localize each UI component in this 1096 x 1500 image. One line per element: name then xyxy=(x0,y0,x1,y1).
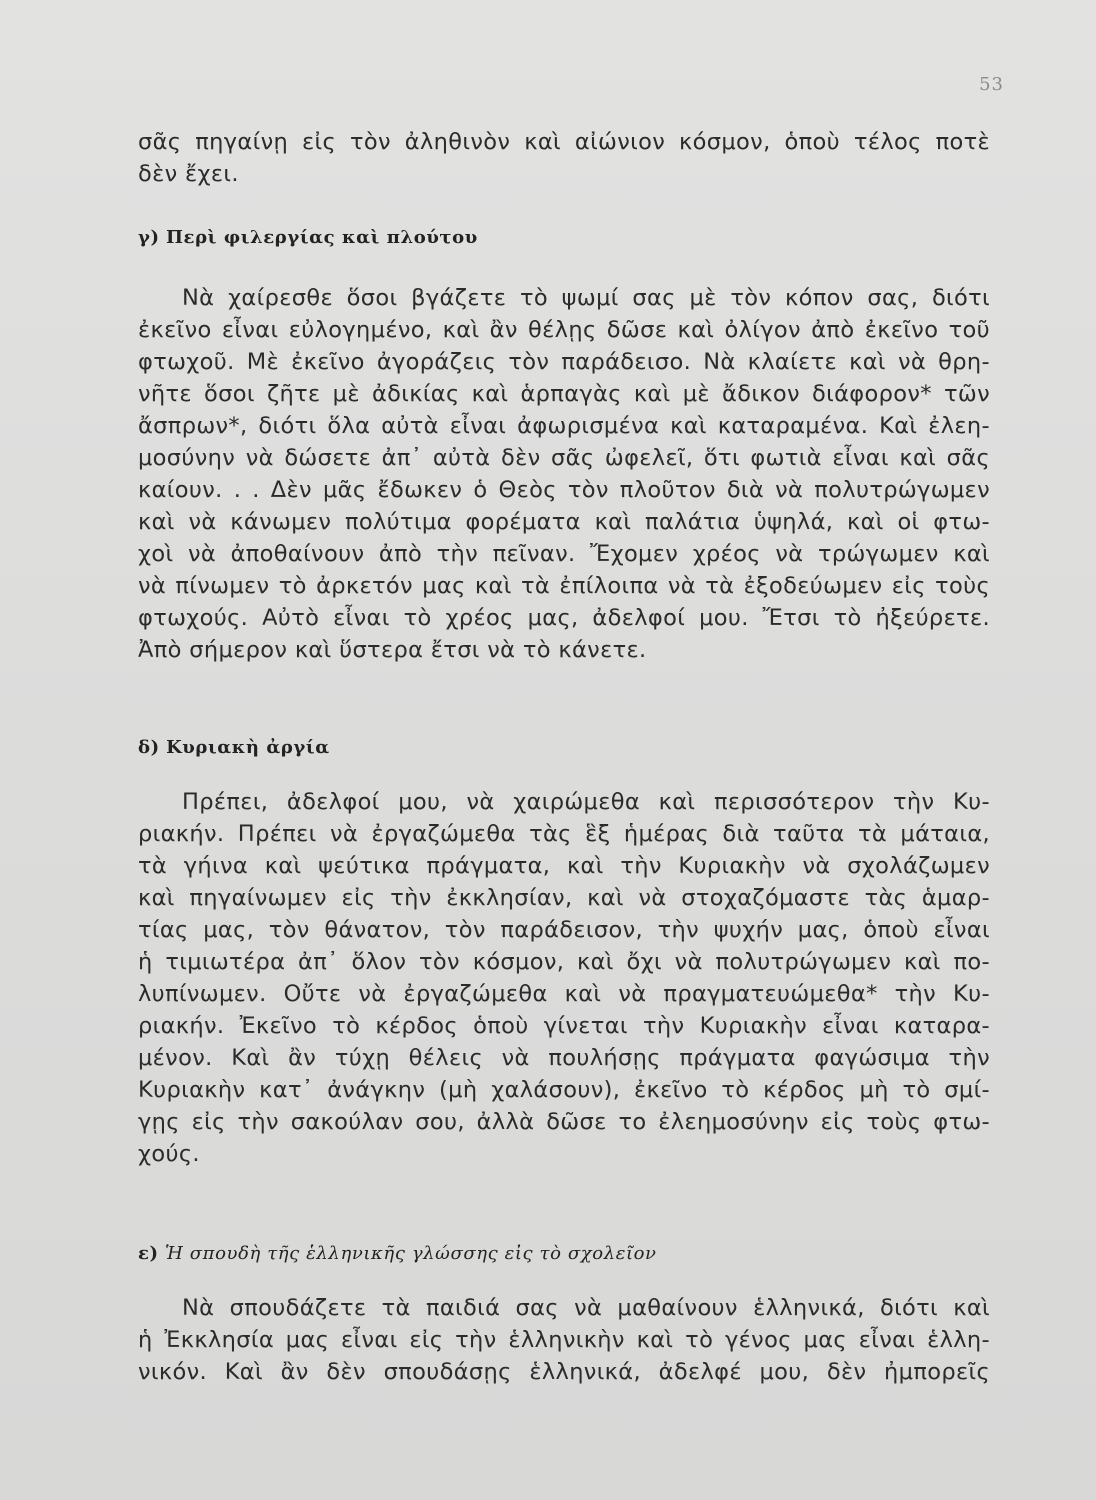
section-heading-philergia xyxy=(138,226,478,250)
text-line: τίας μας, τὸν θάνατον, τὸν παράδεισον, τὴν ψυχήν μας, ὁποὺ εἶναι xyxy=(138,917,990,943)
section-label: ε) xyxy=(138,1243,159,1264)
section-heading-sunday-rest xyxy=(138,736,330,760)
text-line: ἄσπρων*, διότι ὅλα αὐτὰ εἶναι ἀφωρισμένα καὶ καταραμένα. Καὶ ἐλεη- xyxy=(138,413,990,439)
text-line: ἐκεῖνο εἶναι εὐλογημένο, καὶ ἂν θέλῃς δῶσε καὶ ὀλίγον ἀπὸ ἐκεῖνο τοῦ xyxy=(138,317,990,343)
text-line: χοὶ νὰ ἀποθαίνουν ἀπὸ τὴν πεῖναν. Ἔχομεν χρέος νὰ τρώγωμεν καὶ xyxy=(138,541,990,567)
text-line: ἡ Ἐκκλησία μας εἶναι εἰς τὴν ἑλληνικὴν καὶ τὸ γένος μας εἶναι ἑλλη- xyxy=(138,1327,990,1353)
text-line: δὲν ἔχει. xyxy=(138,161,239,187)
text-line: ἡ τιμιωτέρα ἀπ᾿ ὅλον τὸν κόσμον, καὶ ὄχι νὰ πολυτρώγωμεν καὶ πο- xyxy=(138,949,990,975)
text-line: Νὰ σπουδάζετε τὰ παιδιά σας νὰ μαθαίνουν ἑλληνικά, διότι καὶ xyxy=(182,1295,990,1321)
text-line: Κυριακὴν κατ᾿ ἀνάγκην (μὴ χαλάσουν), ἐκεῖνο τὸ κέρδος μὴ τὸ σμί- xyxy=(138,1077,990,1103)
section-title: Κυριακὴ ἀργία xyxy=(166,737,330,758)
text-line: σᾶς πηγαίνῃ εἰς τὸν ἀληθινὸν καὶ αἰώνιον κόσμον, ὁποὺ τέλος ποτὲ xyxy=(138,129,990,155)
text-line: τὰ γήινα καὶ ψεύτικα πράγματα, καὶ τὴν Κυριακὴν νὰ σχολάζωμεν xyxy=(138,853,990,879)
section-paragraph-greek-language xyxy=(138,1292,990,1388)
text-line: Νὰ χαίρεσθε ὅσοι βγάζετε τὸ ψωμί σας μὲ τὸν κόπον σας, διότι xyxy=(182,285,990,311)
text-line: Ἀπὸ σήμερον καὶ ὕστερα ἔτσι νὰ τὸ κάνετε. xyxy=(138,637,647,663)
text-line: λυπίνωμεν. Οὔτε νὰ ἐργαζώμεθα καὶ νὰ πραγματευώμεθα* τὴν Κυ- xyxy=(138,981,990,1007)
section-paragraph-philergia xyxy=(138,282,990,666)
text-line: χούς. xyxy=(138,1141,200,1167)
text-line: καὶ νὰ κάνωμεν πολύτιμα φορέματα καὶ παλάτια ὑψηλά, καὶ οἱ φτω- xyxy=(138,509,990,535)
section-title: Περὶ φιλεργίας καὶ πλούτου xyxy=(165,227,478,248)
section-heading-greek-language xyxy=(138,1242,657,1266)
text-line: νὰ πίνωμεν τὸ ἀρκετόν μας καὶ τὰ ἐπίλοιπα νὰ τὰ ἐξοδεύωμεν εἰς τοὺς xyxy=(138,573,990,599)
text-line: νῆτε ὅσοι ζῆτε μὲ ἀδικίας καὶ ἁρπαγὰς καὶ μὲ ἄδικον διάφορον* τῶν xyxy=(138,381,990,407)
text-line: καὶ πηγαίνωμεν εἰς τὴν ἐκκλησίαν, καὶ νὰ στοχαζόμαστε τὰς ἁμαρ- xyxy=(138,885,990,911)
text-line: φτωχοῦ. Μὲ ἐκεῖνο ἀγοράζεις τὸν παράδεισο. Νὰ κλαίετε καὶ νὰ θρη- xyxy=(138,349,990,375)
text-line: Πρέπει, ἀδελφοί μου, νὰ χαιρώμεθα καὶ περισσότερον τὴν Κυ- xyxy=(182,789,990,815)
text-line: φτωχούς. Αὐτὸ εἶναι τὸ χρέος μας, ἀδελφοί μου. Ἔτσι τὸ ἠξεύρετε. xyxy=(138,605,990,631)
section-paragraph-sunday-rest xyxy=(138,786,990,1170)
section-label: δ) xyxy=(138,737,160,758)
intro-paragraph xyxy=(138,126,990,190)
text-line: μένον. Καὶ ἂν τύχῃ θέλεις νὰ πουλήσῃς πράγματα φαγώσιμα τὴν xyxy=(138,1045,990,1071)
text-line: μοσύνην νὰ δώσετε ἀπ᾿ αὐτὰ δὲν σᾶς ὠφελεῖ, ὅτι φωτιὰ εἶναι καὶ σᾶς xyxy=(138,445,990,471)
page-number: 53 xyxy=(979,74,1004,95)
section-label: γ) xyxy=(138,227,160,248)
text-line: γῃς εἰς τὴν σακούλαν σου, ἀλλὰ δῶσε το ἐλεημοσύνην εἰς τοὺς φτω- xyxy=(138,1109,990,1135)
section-title: Ἡ σπουδὴ τῆς ἑλληνικῆς γλώσσης εἰς τὸ σχολεῖον xyxy=(165,1243,657,1264)
text-line: νικόν. Καὶ ἂν δὲν σπουδάσῃς ἑλληνικά, ἀδελφέ μου, δὲν ἠμπορεῖς xyxy=(138,1359,990,1385)
text-line: καίουν. . . Δὲν μᾶς ἔδωκεν ὁ Θεὸς τὸν πλοῦτον διὰ νὰ πολυτρώγωμεν xyxy=(138,477,990,503)
text-line: ριακήν. Ἐκεῖνο τὸ κέρδος ὁποὺ γίνεται τὴν Κυριακὴν εἶναι καταρα- xyxy=(138,1013,990,1039)
text-line: ριακήν. Πρέπει νὰ ἐργαζώμεθα τὰς ἓξ ἡμέρας διὰ ταῦτα τὰ μάταια, xyxy=(138,821,990,847)
